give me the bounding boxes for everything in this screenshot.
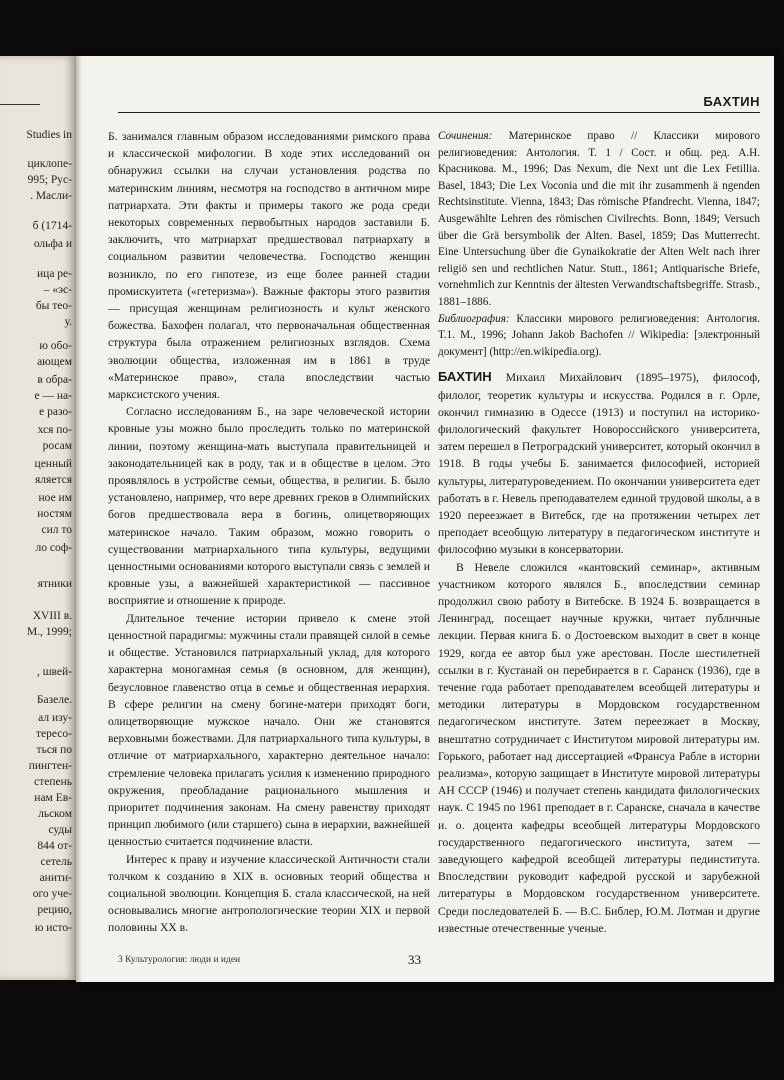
left-page-fragment: М., 1999; [26,626,72,638]
left-page-fragment: в обра- [37,374,72,386]
left-page-fragment: ное им [38,492,72,504]
left-page-fragment: анити- [39,872,72,884]
left-page-fragment: – «эс- [43,284,72,296]
bibliography-text: Классики мирового религиоведения: Антология. Т.1. М., 1996; Johann Jakob Bachofen // Wikipedia: [электронный документ] (http://en.wikipedia.org). [438,312,761,358]
left-page-fragment: тересо- [36,728,72,740]
entry-text: Михаил Михайлович (1895–1975), философ, филолог, теоретик культуры и искусства. Родился в г. Орле, окончил гимназию в Одессе (1913) и поступил на историко-филологический факультет Новороссийского университета, затем перешел в Петроградский университет, который окончил в 1918. В годы учебы Б. занимается философией, историей культуры, литературоведением. По окончании университета едет работать в г. Невель преподавателем единой трудовой школы, а в 1920 переезжает в Витебск, где на протяжении четырех лет преподает всеобщую литературу в педагогическом институте и философию музыки в консерватории. [438,371,760,557]
left-page-fragment: росам [42,440,72,452]
book-spine-shadow [76,56,82,982]
left-page-fragment: ю обо- [39,340,72,352]
right-column [438,128,760,937]
left-page-fragment: 995; Рус- [27,174,72,186]
left-page-edge [0,56,76,980]
left-page-fragment: ностям [37,508,72,520]
works-label: Сочинения: [438,130,493,142]
entry-intro [438,368,760,558]
left-page-fragment: ться по [36,744,72,756]
left-page-fragment: е — на- [34,390,72,402]
left-page-fragment: б (1714- [32,220,72,232]
left-page-fragment: циклопе- [27,158,72,170]
left-page-fragment: ло соф- [35,542,72,554]
left-page-fragment: пингтен- [28,760,72,772]
works-list [438,128,760,311]
left-page-fragment: бы тео- [35,300,72,312]
bibliography-label: Библиография: [438,312,510,325]
footer-book-title: 3 Культурология: люди и идеи [118,955,241,965]
left-page-fragment: у. [64,316,72,328]
left-page-fragment: ал изу- [38,712,72,724]
left-page-fragment: ю исто- [34,922,72,934]
left-page-fragment: яляется [35,474,72,486]
left-page-fragment: Базеле. [36,694,72,706]
left-page-fragment: ценный [34,458,72,470]
references [438,128,760,360]
left-page-fragment: ого уче- [32,888,72,900]
left-page-fragment: нам Ев- [34,792,72,804]
left-page-fragment: степень [34,776,72,788]
left-page-fragment: рецию, [37,904,72,916]
left-page-fragment: сил то [41,524,72,536]
bibliography [438,311,760,361]
paragraph: В Невеле сложился «кантовский семинар», активным участником которого являлся Б., впоследствии семинар продолжил свою работу в Витебске. В 1924 Б. возвращается в Ленинград, посещает научные кружки, читает публичные лекции. Первая книга Б. о Достоевском выходит в свет в конце 1929, когда ее автор был уже арестован. После шестилетней ссылки в г. Кустанай он перебирается в г. Саранск (1936), где в течение года работает преподавателем всеобщей литературы и методики литературы в Мордовском государственном педагогическом институте. Затем переезжает в Москву, внештатно сотрудничает с Институтом мировой литературы им. Горького, работает над диссертацией «Франсуа Рабле в истории реализма», которую защищает в Институте мировой литературы АН СССР (1946) и получает степень кандидата филологических наук. С 1945 по 1961 преподает в г. Саранске, сначала в качестве и. о. доцента кафедры всеобщей литературы Мордовского государственного педагогического института, затем — заведующего кафедрой всеобщей литературы пединститута. Впоследствии руководит кафедрой русской и зарубежной литературы в Мордовском государственном университете. Среди последователей Б. — В.С. Библер, Ю.М. Лотман и другие известные отечественные ученые. [438,560,760,935]
left-page-fragment: ица ре- [37,268,72,280]
left-page-fragment: . Масли- [30,190,72,202]
left-page-fragment: льском [38,808,72,820]
header-rule [118,112,760,113]
paragraph: Согласно исследованиям Б., на заре человеческой истории кровные узы можно было проследить только по материнской линии, поэтому женщина-мать выступала правительницей и законодательницей как в роду, так и в обществе в целом. Это проявлялось в устройстве семьи, общества, в религии. Б. было установлено, например, что вере древних греков в Олимпийских богов предшествовала вера в богинь, олицетворяющих материнское начало. Таким образом, можно говорить о существовании матриархального типа культуры, ведущими ценностными основаниями которого выступали связь с землей и кровные узы, а важнейшей характеристикой — пассивное восприятие и отношение к природе. [108,405,430,608]
paragraph: Интерес к праву и изучение классической Античности стали толчком к созданию в XIX в. основных теорий общества и социальной эволюции. Концепция Б. стала классической, на ней основывались многие антропологические теории XIX и первой половины XX в. [108,852,430,935]
left-page-fragment: Studies in [26,129,72,141]
running-header: БАХТИН [703,94,760,109]
left-page-fragment: е разо- [39,406,72,418]
paragraph: Длительное течение истории привело к смене этой ценностной парадигмы: мужчины стали правящей силой в семье и обществе. Установился патриархальный уклад, для которого характерна моногамная семья (в основном, для женщин), безусловное главенство отца в семье и общественная иерархия. В сфере религии на смену богине-матери приходят боги, олицетворяющие мужское начало. Они же становятся верховными божествами. Для патриархального типа культуры, в отличие от матриархального, характерно деятельное начало: стремление человека прилагать усилия к изменению природного окружения, преобладание рационального мышления и приоритет подчинения законам. На смену равенству приходят принцип любимого (или старшего) сына в иерархии, важнейшей ценностью считается подчинение власти. [108,611,430,849]
page-number: 33 [408,952,421,967]
entry-headword: БАХТИН [438,369,492,385]
book-page [78,56,774,982]
left-page-fragment: 844 от- [37,840,72,852]
left-page-fragment: ятники [37,578,72,590]
left-page-fragment: ающем [37,356,72,368]
left-page-fragment: сетель [40,856,72,868]
left-page-fragment: , швей- [36,666,72,678]
left-page-fragment: ольфа и [33,238,72,250]
left-column [108,128,430,937]
left-page-fragment: хся по- [37,424,72,436]
left-page-fragment: суды [48,824,72,836]
paragraph: Б. занимался главным образом исследованиями римского права и классической мифологии. В ходе этих исследований он обнаружил ссылки на случаи установления родства по материнским линиям, несмотря на господство в античном мире патриархата. Эти факты и примеры такого же рода среди некоторых современных первобытных народов заставили Б. заключить, что матриархат предшествовал патриархату в социальном развитии человечества. Господство женщин возникло, по его гипотезе, из еще более ранней стадии промискуитета («гетеризма»). Важные факторы этого развития — присущая женщинам религиозность и культ женского божества. Бахофен полагал, что первоначальная общественная структура была отражением религиозных взглядов. Схема эволюции общества, изложенная им в 1861 в труде «Материнское право», стала впоследствии частью марксистского учения. [108,130,430,402]
works-text: Материнское право // Классики мирового религиоведения: Антология. Т. 1 / Сост. и общ. ред. А.Н. Красникова. М., 1996; Das Nexum, die Next unt die Lex Fetillia. Basel, 1843; Die Lex Voconia und die mit ihr zusammenh ä ngenden Rechtsinstitute. Vienna, 1843; Das römische Pfandrecht. Vienna, 1847; Ausgewählte Lehren des römischen Civilrechts. Bonn, 1849; Versuch über die Grä bersymbolik der Alten. Basel, 1859; Das Mutterrecht. Eine Untersuchung über die Gynaikokratie der Alten Welt nach ihrer religiö sen und rechtlichen Natur. Stutt., 1861; Antiquarische Briefe, vornehmlich zur Kenntnis der ältesten Verwandtschaftsbegriffe. Strasb., 1881–1886. [438,130,761,308]
left-page-fragment: XVIII в. [32,610,72,622]
left-page-rule [0,104,40,105]
